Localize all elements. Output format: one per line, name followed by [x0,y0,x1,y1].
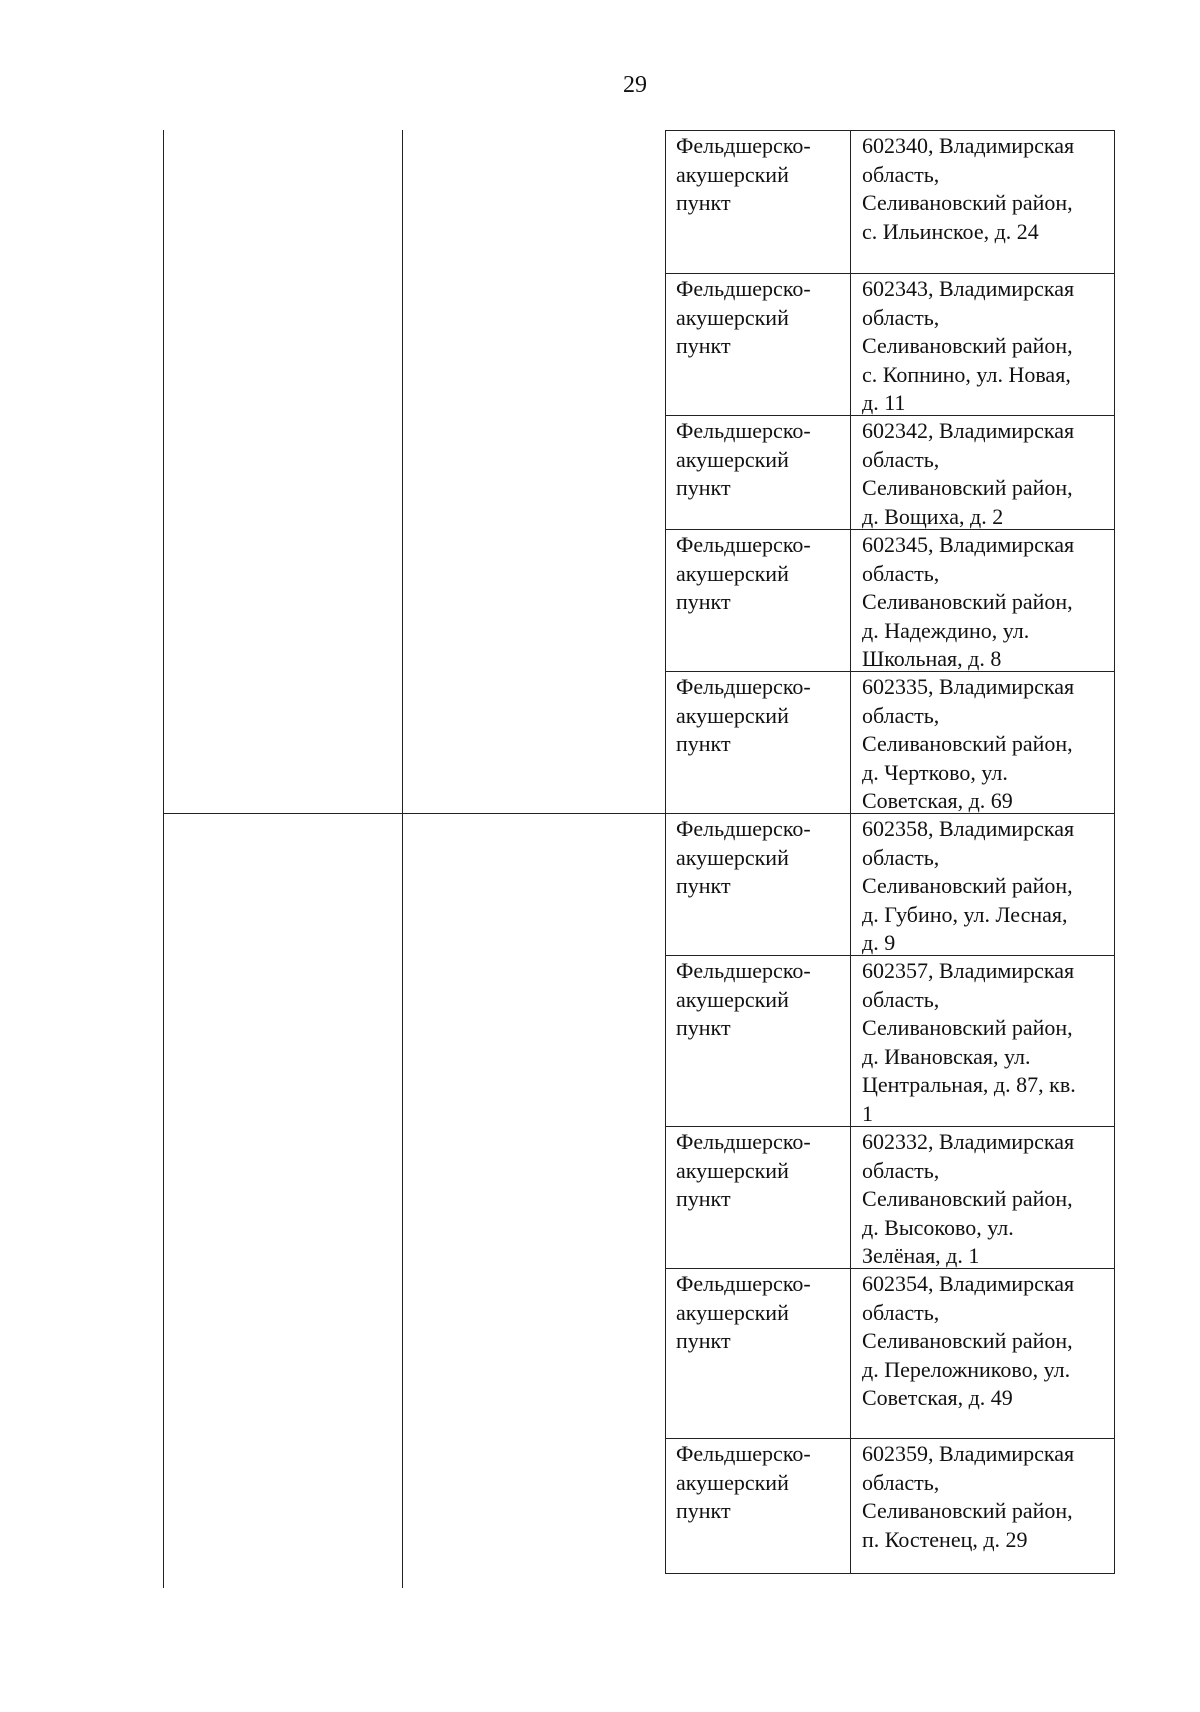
page-number: 29 [623,72,647,98]
facility-address-cell: 602345, Владимирская область, Селивановский район, д. Надеждино, ул. Школьная, д. 8 [862,532,1075,671]
facility-address-cell: 602354, Владимирская область, Селивановский район, д. Переложниково, ул. Советская, д. 49 [862,1271,1075,1410]
facility-type-cell: Фельдшерско- акушерский пункт [676,418,811,500]
table-border-col4 [850,130,851,1573]
facility-address-cell: 602340, Владимирская область, Селивановский район, с. Ильинское, д. 24 [862,133,1075,244]
facility-address-cell: 602332, Владимирская область, Селивановский район, д. Высоково, ул. Зелёная, д. 1 [862,1129,1075,1268]
facility-type-cell: Фельдшерско- акушерский пункт [676,674,811,756]
row-border [665,1438,1115,1439]
facility-type-cell: Фельдшерско- акушерский пункт [676,816,811,898]
facility-address-cell: 602357, Владимирская область, Селивановский район, д. Ивановская, ул. Центральная, д. 87, кв. 1 [862,958,1076,1126]
facility-address-cell: 602335, Владимирская область, Селивановский район, д. Чертково, ул. Советская, д. 69 [862,674,1075,813]
row-border [665,273,1115,274]
table-border-right [1114,130,1115,1573]
facility-type-cell: Фельдшерско- акушерский пункт [676,1129,811,1211]
table-border-col2 [402,130,403,1588]
facility-type-cell: Фельдшерско- акушерский пункт [676,1441,811,1523]
facility-address-cell: 602342, Владимирская область, Селивановский район, д. Вощиха, д. 2 [862,418,1075,529]
facility-type-cell: Фельдшерско- акушерский пункт [676,1271,811,1353]
facility-type-cell: Фельдшерско- акушерский пункт [676,133,811,215]
facility-address-cell: 602359, Владимирская область, Селивановский район, п. Костенец, д. 29 [862,1441,1075,1552]
facility-type-cell: Фельдшерско- акушерский пункт [676,276,811,358]
facility-type-cell: Фельдшерско- акушерский пункт [676,958,811,1040]
facility-address-cell: 602343, Владимирская область, Селивановский район, с. Копнино, ул. Новая, д. 11 [862,276,1075,415]
facility-type-cell: Фельдшерско- акушерский пункт [676,532,811,614]
table-border-col3 [665,130,666,1573]
row-border [665,130,1115,131]
table-divider-group [163,813,665,814]
row-border [665,1573,1115,1574]
table-border-left [163,130,164,1588]
facility-address-cell: 602358, Владимирская область, Селивановский район, д. Губино, ул. Лесная, д. 9 [862,816,1075,955]
